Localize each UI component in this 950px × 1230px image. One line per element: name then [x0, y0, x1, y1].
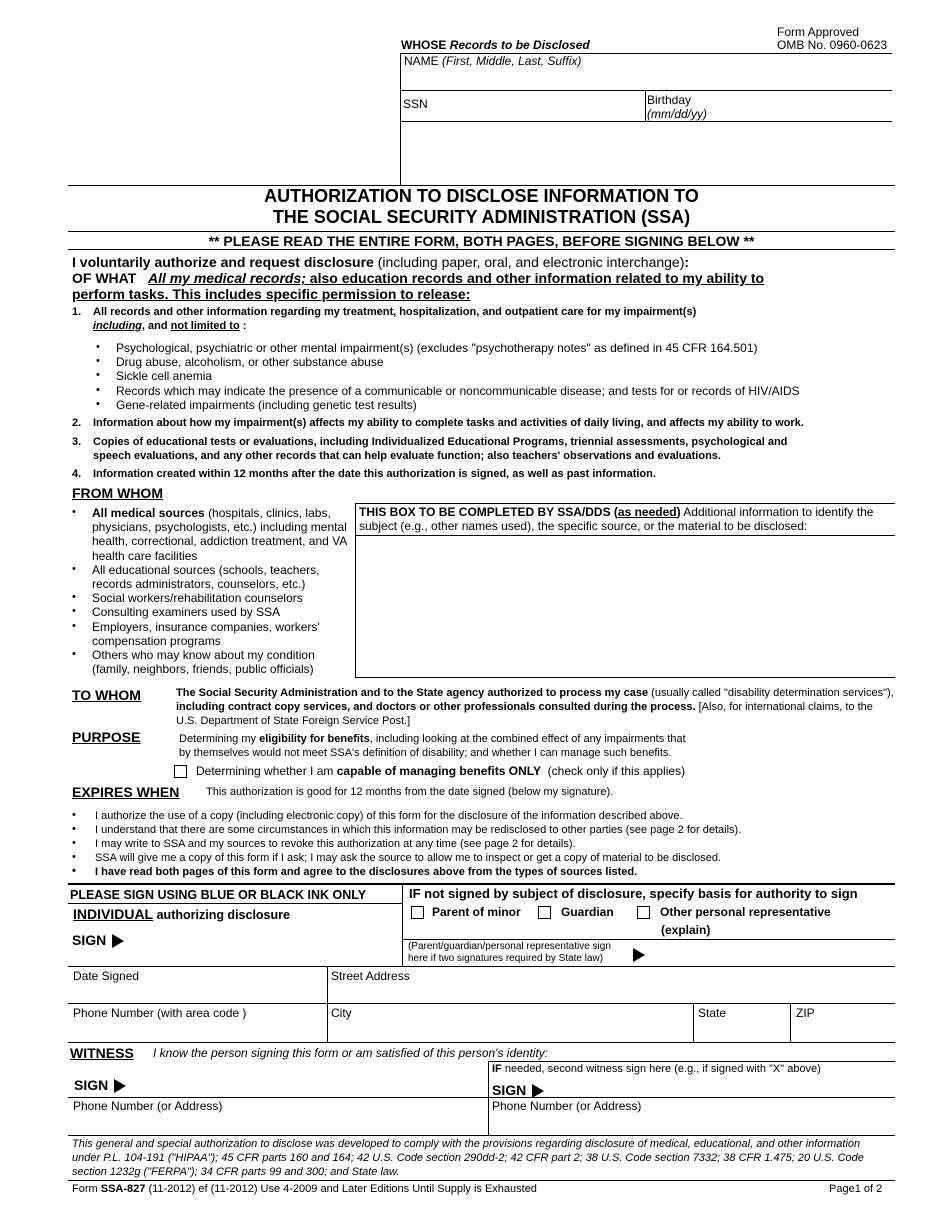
to-whom-bold-2: including contract copy services, and doctors or other professionals consulted during the process.: [176, 701, 696, 713]
item-2-text: Information about how my impairment(s) affects my ability to complete tasks and activities of daily living, and affects my ability to work.: [93, 417, 804, 429]
guardian-sign-line-2: here if two signatures required by State law): [408, 953, 604, 964]
purpose-text: [179, 732, 686, 760]
zip-field[interactable]: ZIP: [796, 1006, 815, 1020]
list-item: • Psychological, psychiatric or other mental impairment(s) (excludes "psychotherapy notes" as defined in 45 CFR 164.501): [96, 341, 896, 355]
birthday-hint: (mm/dd/yy): [647, 107, 707, 121]
guardian-sign-arrow-icon: [633, 946, 645, 964]
whose-label: WHOSE: [401, 38, 447, 52]
voluntary-bold: I voluntarily authorize and request disclosure: [72, 254, 374, 270]
form-prefix: Form: [72, 1183, 98, 1195]
impairment-list: [96, 341, 896, 412]
guardian-label: Guardian: [561, 905, 614, 919]
title-line-2: THE SOCIAL SECURITY ADMINISTRATION (SSA): [272, 207, 691, 227]
box-close: ): [676, 505, 681, 519]
purpose-p2: by themselves would not meet SSA's definition of disability; and whether I can manage such benefits.: [179, 747, 672, 759]
ssa-dds-box[interactable]: [355, 503, 895, 678]
authorizing-label: authorizing disclosure: [156, 908, 290, 922]
item-3-line-2: speech evaluations, and any other records that can help evaluate function; also teachers' observations and evaluations.: [93, 449, 721, 462]
witness-sign-arrow-icon: [114, 1079, 126, 1093]
guardian-sign-field[interactable]: [408, 941, 611, 965]
witness-sign-label: SIGN: [74, 1077, 109, 1093]
check-bold: capable of managing benefits ONLY: [336, 764, 541, 778]
guardian-checkbox[interactable]: [538, 906, 551, 919]
item-3-text: [93, 436, 787, 463]
purpose-p1-rest: , including looking at the combined effect of any impairments that: [369, 733, 686, 745]
list-item: • Social workers/rehabilitation counselors: [72, 591, 348, 605]
witness-heading: WITNESS: [70, 1045, 134, 1061]
list-item: • Drug abuse, alcoholism, or other substance abuse: [96, 355, 896, 369]
item-1-and: , and: [141, 319, 168, 332]
list-item: [72, 506, 348, 563]
second-witness-phone-field[interactable]: Phone Number (or Address): [492, 1099, 642, 1113]
list-item: • SSA will give me a copy of this form if I ask; I may ask the source to allow me to inspect or get a copy of material to be disclosed.: [72, 851, 902, 865]
sign-arrow-icon: [112, 934, 124, 948]
ink-notice: PLEASE SIGN USING BLUE OR BLACK INK ONLY: [70, 888, 367, 902]
list-item: • Others who may know about my condition (family, neighbors, friends, public officials): [72, 648, 348, 676]
list-item: • All educational sources (schools, teachers, records administrators, counselors, etc.): [72, 563, 348, 591]
item-1-number: 1.: [72, 306, 82, 318]
second-witness-sign-label: SIGN: [492, 1082, 527, 1098]
individual-sign-field[interactable]: [72, 931, 124, 949]
list-item: • Consulting examiners used by SSA: [72, 605, 348, 619]
ssa-dds-box-text: [356, 504, 895, 533]
parent-checkbox[interactable]: [411, 906, 424, 919]
name-hint: (First, Middle, Last, Suffix): [442, 54, 582, 68]
guardian-sign-line-1: (Parent/guardian/personal representative sign: [408, 941, 611, 952]
capable-managing-checkbox[interactable]: [174, 765, 187, 778]
ssn-field[interactable]: SSN: [403, 97, 428, 111]
to-whom-heading: TO WHOM: [72, 687, 141, 703]
form-number: [72, 1183, 537, 1197]
omb-number: OMB No. 0960-0623: [777, 38, 888, 52]
witness-statement: I know the person signing this form or am satisfied of this person's identity:: [153, 1046, 549, 1060]
item-4-number: 4.: [72, 468, 82, 480]
title-line-1: AUTHORIZATION TO DISCLOSE INFORMATION TO: [264, 186, 699, 206]
if-needed-rest: needed, second witness sign here (e.g., if signed with "X" above): [504, 1063, 821, 1075]
from-whom-heading: FROM WHOM: [72, 485, 163, 501]
purpose-eligibility: eligibility for benefits: [259, 733, 370, 745]
of-what-rest: also education records and other information related to my ability to: [309, 270, 765, 286]
item-1-including: including: [93, 319, 142, 332]
source-list: [72, 506, 348, 676]
to-whom-norm-2: [Also, for international claims, to the U.S. Department of State Foreign Service Post.]: [176, 701, 873, 727]
form-edition: (11-2012) ef (11-2012) Use 4-2009 and Later Editions Until Supply is Exhausted: [148, 1183, 537, 1195]
acknowledgement-list: [72, 809, 902, 879]
box-bold: THIS BOX TO BE COMPLETED BY SSA/DDS (: [359, 505, 618, 519]
of-what-line: [72, 270, 764, 286]
explain-label: (explain): [661, 923, 711, 937]
list-item: • I may write to SSA and my sources to revoke this authorization at any time (see page 2 for details).: [72, 837, 902, 851]
to-whom-bold-1: The Social Security Administration and to the State agency authorized to process my case: [176, 687, 649, 699]
item-2-number: 2.: [72, 417, 82, 429]
records-disclosed-label: Records to be Disclosed: [449, 38, 590, 52]
of-what-label: OF WHAT: [72, 270, 137, 286]
list-item: • I have read both pages of this form and agree to the disclosures above from the types of sources listed.: [72, 865, 902, 879]
state-field[interactable]: State: [698, 1006, 727, 1020]
legal-notice: This general and special authorization to disclose was developed to comply with the provisions regarding disclosure of medical, educational, and other information under P.L. 104-191 ("HIPAA"); 45 CFR parts 160 and 164; 42 U.S. Code section 290dd-2; 42 CFR part 2; 38 U.S. Code section 7332; 38 CFR 1.475; 20 U.S. Code section 1232g ("FERPA"); 34 CFR parts 99 and 300; and State law.: [72, 1138, 864, 1178]
other-rep-checkbox[interactable]: [637, 906, 650, 919]
capable-managing-label: [196, 764, 685, 778]
all-medical-records: All my medical records;: [147, 270, 306, 286]
box-instructions: Additional information to identify the subject (e.g., other names used), the specific source, or the material to be disclosed:: [359, 505, 874, 533]
form-id: SSA-827: [100, 1183, 146, 1195]
expires-text: This authorization is good for 12 months from the date signed (below my signature).: [206, 786, 614, 798]
medical-sources-rest: (hospitals, clinics, labs, physicians, psychologists, etc.) including mental health, correctional, addiction treatment, and VA health care facilities: [92, 506, 347, 563]
purpose-p1: Determining my: [179, 733, 257, 745]
voluntary-colon: :: [684, 254, 690, 270]
item-3-line-1: Copies of educational tests or evaluations, including Individualized Educational Programs, triennial assessments, psychological and: [93, 436, 788, 448]
sign-label: SIGN: [72, 932, 107, 948]
other-rep-label: Other personal representative: [660, 905, 831, 919]
purpose-heading: PURPOSE: [72, 729, 141, 745]
page-number: Page1 of 2: [829, 1183, 883, 1195]
list-item: • I authorize the use of a copy (including electronic copy) of this form for the disclosure of the information described above.: [72, 809, 902, 823]
whose-records-heading: [401, 38, 590, 52]
list-item: • I understand that there are some circumstances in which this information may be redisclosed to other parties (see page 2 for details).: [72, 823, 902, 837]
expires-when-heading: EXPIRES WHEN: [72, 784, 180, 800]
read-notice: ** PLEASE READ THE ENTIRE FORM, BOTH PAGES, BEFORE SIGNING BELOW **: [208, 233, 755, 249]
form-title: [68, 186, 895, 228]
item-1-text: [93, 306, 913, 333]
item-1-not-limited: not limited to: [170, 319, 240, 332]
item-4-text: Information created within 12 months after the date this authorization is signed, as well as past information.: [93, 468, 656, 480]
check-pre: Determining whether I am: [196, 764, 334, 778]
item-1-colon: :: [242, 319, 247, 332]
name-label: NAME: [404, 54, 439, 68]
witness-phone-field[interactable]: Phone Number (or Address): [73, 1099, 223, 1113]
witness-sign-field[interactable]: [74, 1076, 126, 1094]
list-item: • Employers, insurance companies, workers' compensation programs: [72, 620, 348, 648]
date-signed-field[interactable]: Date Signed: [73, 969, 140, 983]
if-needed-if: IF: [492, 1063, 502, 1075]
second-witness-note: [492, 1063, 821, 1077]
item-3-number: 3.: [72, 436, 82, 448]
to-whom-norm-1: (usually called "disability determination services"),: [651, 687, 894, 699]
city-field[interactable]: City: [331, 1006, 352, 1020]
name-field[interactable]: [404, 54, 581, 68]
medical-sources-bold: All medical sources: [92, 506, 205, 520]
phone-field[interactable]: Phone Number (with area code ): [73, 1006, 247, 1020]
if-not-signed: IF not signed by subject of disclosure, specify basis for authority to sign: [409, 886, 858, 901]
individual-label: INDIVIDUAL: [73, 906, 154, 922]
voluntary-statement: [72, 254, 689, 270]
check-post: (check only if this applies): [547, 764, 686, 778]
voluntary-rest: (including paper, oral, and electronic interchange): [377, 254, 685, 270]
of-what-line-2: perform tasks. This includes specific permission to release:: [72, 286, 471, 302]
birthday-label: Birthday: [647, 93, 692, 107]
parent-label: Parent of minor: [432, 905, 521, 919]
box-as-needed: as needed: [617, 505, 677, 519]
birthday-field[interactable]: [647, 93, 707, 121]
list-item: • Records which may indicate the presence of a communicable or noncommunicable disease; and tests for or records of HIV/AIDS: [96, 384, 896, 398]
to-whom-text: [176, 686, 896, 728]
form-approved: Form Approved: [777, 25, 860, 39]
item-1-main: All records and other information regarding my treatment, hospitalization, and outpatient care for my impairment(s): [93, 306, 697, 318]
street-address-field[interactable]: Street Address: [331, 969, 410, 983]
list-item: • Sickle cell anemia: [96, 369, 896, 383]
individual-heading: [73, 907, 290, 923]
list-item: • Gene-related impairments (including genetic test results): [96, 398, 896, 412]
